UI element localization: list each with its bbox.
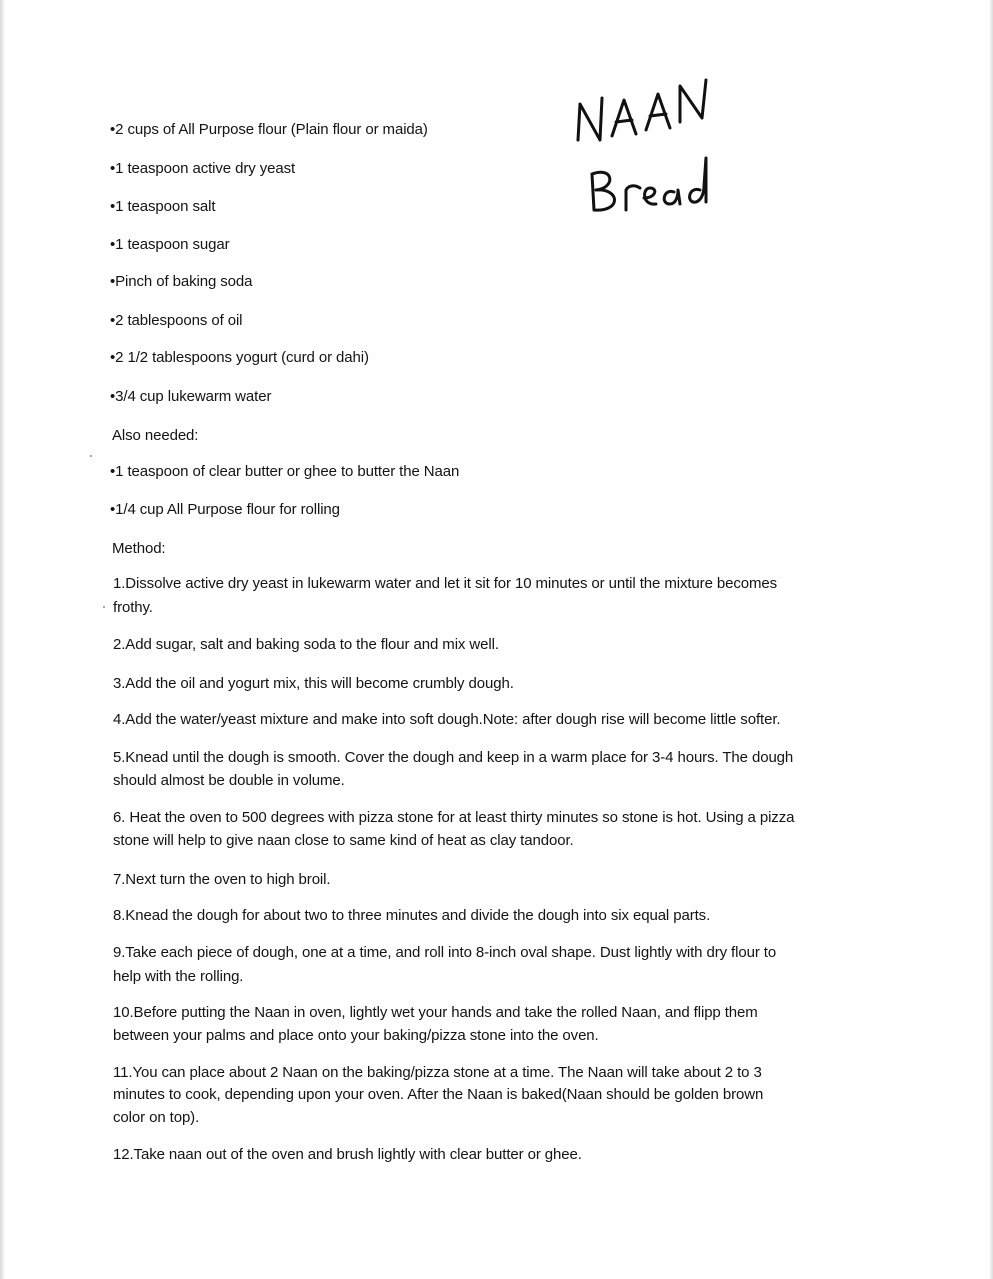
- page-right-edge: [989, 0, 993, 1279]
- step-5-line-1: 5.Knead until the dough is smooth. Cover the dough and keep in a warm place for 3-4 hours. The dough: [113, 749, 794, 766]
- step-10-line-1: 10.Before putting the Naan in oven, lightly wet your hands and take the rolled Naan, and flipp them: [113, 1004, 758, 1021]
- step-4: 4.Add the water/yeast mixture and make into soft dough.Note: after dough rise will become little softer.: [113, 711, 781, 728]
- step-1-line-2: frothy.: [113, 599, 153, 616]
- step-9-line-2: help with the rolling.: [113, 968, 244, 985]
- ingredient-item: •2 1/2 tablespoons yogurt (curd or dahi): [110, 349, 369, 366]
- step-6-line-2: stone will help to give naan close to same kind of heat as clay tandoor.: [113, 832, 574, 849]
- step-10-line-2: between your palms and place onto your baking/pizza stone into the oven.: [113, 1027, 599, 1044]
- scan-speck: [103, 606, 105, 608]
- step-12: 12.Take naan out of the oven and brush lightly with clear butter or ghee.: [113, 1146, 582, 1163]
- ingredient-item: •2 cups of All Purpose flour (Plain flour or maida): [110, 121, 428, 138]
- ingredient-item: •1 teaspoon active dry yeast: [110, 160, 296, 177]
- ingredient-item: •1 teaspoon sugar: [110, 236, 230, 253]
- ingredient-item: •3/4 cup lukewarm water: [110, 388, 272, 405]
- step-9-line-1: 9.Take each piece of dough, one at a time, and roll into 8-inch oval shape. Dust lightly with dry flour to: [113, 944, 777, 961]
- step-11-line-3: color on top).: [113, 1109, 200, 1126]
- handwritten-title-drawing: [566, 70, 726, 230]
- scan-speck: [90, 455, 92, 457]
- step-6-line-1: 6. Heat the oven to 500 degrees with pizza stone for at least thirty minutes so stone is hot. Using a pizza: [113, 809, 795, 826]
- handwritten-title: [566, 70, 726, 230]
- ingredient-item: •2 tablespoons of oil: [110, 312, 243, 329]
- step-8: 8.Knead the dough for about two to three minutes and divide the dough into six equal parts.: [113, 907, 711, 924]
- step-5-line-2: should almost be double in volume.: [113, 772, 345, 789]
- also-needed-heading: Also needed:: [112, 427, 199, 444]
- ingredient-item: •Pinch of baking soda: [110, 273, 253, 290]
- step-1-line-1: 1.Dissolve active dry yeast in lukewarm water and let it sit for 10 minutes or until the mixture becomes: [113, 575, 778, 592]
- step-11-line-2: minutes to cook, depending upon your oven. After the Naan is baked(Naan should be golden brown: [113, 1086, 764, 1103]
- page-left-edge: [0, 0, 5, 1279]
- step-7: 7.Next turn the oven to high broil.: [113, 871, 331, 888]
- step-2: 2.Add sugar, salt and baking soda to the flour and mix well.: [113, 636, 499, 653]
- step-3: 3.Add the oil and yogurt mix, this will become crumbly dough.: [113, 675, 514, 692]
- ingredient-item: •1 teaspoon salt: [110, 198, 216, 215]
- step-11-line-1: 11.You can place about 2 Naan on the baking/pizza stone at a time. The Naan will take about 2 to 3: [113, 1064, 762, 1081]
- also-needed-item: •1/4 cup All Purpose flour for rolling: [110, 501, 340, 518]
- also-needed-item: •1 teaspoon of clear butter or ghee to butter the Naan: [110, 463, 460, 480]
- method-heading: Method:: [112, 540, 166, 557]
